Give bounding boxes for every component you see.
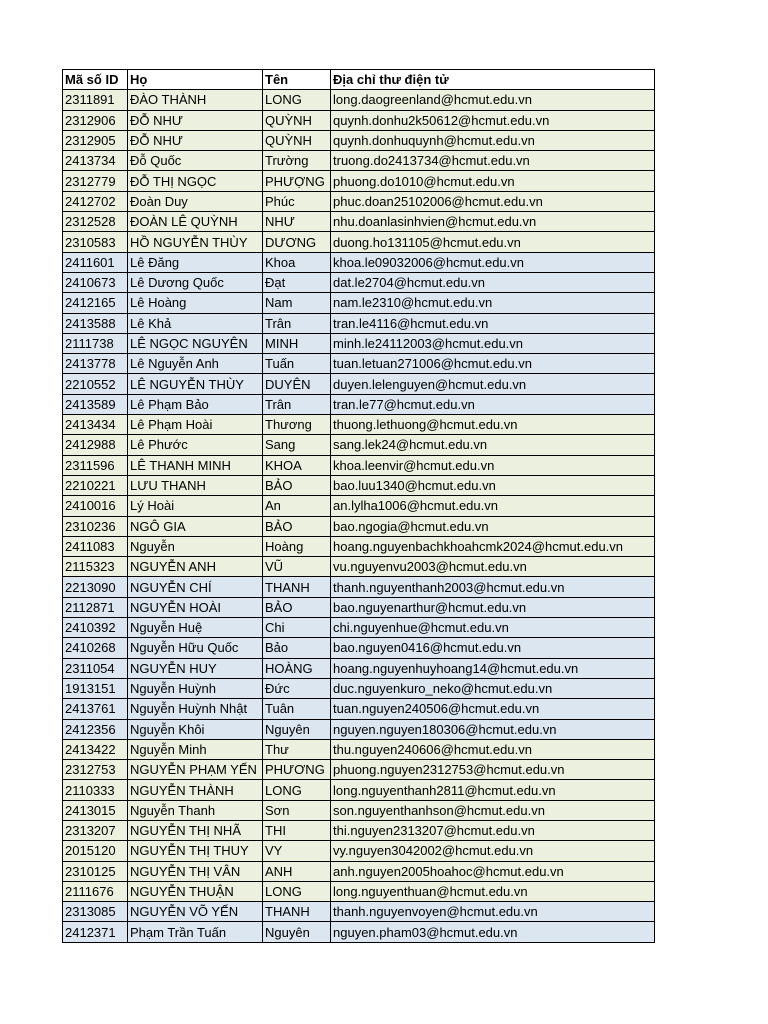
cell-ten[interactable]: Sang — [263, 435, 331, 455]
cell-ho[interactable]: Nguyễn Khôi — [128, 719, 263, 739]
cell-ho[interactable]: Nguyễn — [128, 536, 263, 556]
cell-id[interactable]: 2410016 — [63, 496, 128, 516]
cell-id[interactable]: 2412356 — [63, 719, 128, 739]
cell-ho[interactable]: NGUYỄN HUY — [128, 658, 263, 678]
cell-email[interactable]: tuan.letuan271006@hcmut.edu.vn — [331, 354, 655, 374]
cell-id[interactable]: 2311891 — [63, 90, 128, 110]
cell-id[interactable]: 2413422 — [63, 739, 128, 759]
cell-ho[interactable]: Lê Nguyễn Anh — [128, 354, 263, 374]
cell-ten[interactable]: LONG — [263, 780, 331, 800]
table-row — [63, 658, 655, 678]
cell-id[interactable]: 2310125 — [63, 861, 128, 881]
cell-email[interactable]: an.lylha1006@hcmut.edu.vn — [331, 496, 655, 516]
cell-ten[interactable]: BẢO — [263, 597, 331, 617]
cell-email[interactable]: phuong.do1010@hcmut.edu.vn — [331, 171, 655, 191]
cell-ten[interactable]: THANH — [263, 902, 331, 922]
cell-ten[interactable]: PHƯỢNG — [263, 171, 331, 191]
cell-id[interactable]: 2410392 — [63, 618, 128, 638]
cell-email[interactable]: phuc.doan25102006@hcmut.edu.vn — [331, 191, 655, 211]
cell-ho[interactable]: HỒ NGUYỄN THÙY — [128, 232, 263, 252]
cell-id[interactable]: 1913151 — [63, 678, 128, 698]
cell-ho[interactable]: NGUYỄN THUẬN — [128, 881, 263, 901]
header-email: Địa chỉ thư điện tử — [331, 70, 655, 90]
cell-id[interactable]: 2413588 — [63, 313, 128, 333]
cell-ten[interactable]: Chi — [263, 618, 331, 638]
cell-id[interactable]: 2412371 — [63, 922, 128, 942]
cell-ho[interactable]: Lê Dương Quốc — [128, 272, 263, 292]
header-row — [63, 70, 655, 90]
table-row — [63, 577, 655, 597]
table-row — [63, 313, 655, 333]
cell-id[interactable]: 2412702 — [63, 191, 128, 211]
cell-id[interactable]: 2312906 — [63, 110, 128, 130]
table-row — [63, 739, 655, 759]
table-row — [63, 678, 655, 698]
cell-email[interactable]: phuong.nguyen2312753@hcmut.edu.vn — [331, 760, 655, 780]
cell-email[interactable]: anh.nguyen2005hoahoc@hcmut.edu.vn — [331, 861, 655, 881]
table-row — [63, 861, 655, 881]
cell-id[interactable]: 2413434 — [63, 415, 128, 435]
cell-ten[interactable]: ANH — [263, 861, 331, 881]
table-row — [63, 597, 655, 617]
cell-ten[interactable]: An — [263, 496, 331, 516]
cell-id[interactable]: 2312528 — [63, 212, 128, 232]
cell-ten[interactable]: VY — [263, 841, 331, 861]
cell-ho[interactable]: ĐÀO THÀNH — [128, 90, 263, 110]
table-row — [63, 171, 655, 191]
cell-id[interactable]: 2412988 — [63, 435, 128, 455]
cell-ho[interactable]: Nguyễn Thanh — [128, 800, 263, 820]
cell-id[interactable]: 2110333 — [63, 780, 128, 800]
cell-id[interactable]: 2413734 — [63, 151, 128, 171]
cell-id[interactable]: 2313207 — [63, 820, 128, 840]
cell-ten[interactable]: PHƯƠNG — [263, 760, 331, 780]
cell-email[interactable]: hoang.nguyenhuyhoang14@hcmut.edu.vn — [331, 658, 655, 678]
cell-ten[interactable]: QUỲNH — [263, 130, 331, 150]
cell-id[interactable]: 2413761 — [63, 699, 128, 719]
cell-ho[interactable]: NGUYỄN VÕ YẾN — [128, 902, 263, 922]
cell-id[interactable]: 2310583 — [63, 232, 128, 252]
cell-ho[interactable]: NGUYỄN HOÀI — [128, 597, 263, 617]
cell-email[interactable]: tuan.nguyen240506@hcmut.edu.vn — [331, 699, 655, 719]
cell-email[interactable]: quynh.donhuquynh@hcmut.edu.vn — [331, 130, 655, 150]
cell-ten[interactable]: Hoàng — [263, 536, 331, 556]
table-row — [63, 415, 655, 435]
cell-ten[interactable]: Đức — [263, 678, 331, 698]
table-row — [63, 820, 655, 840]
cell-ten[interactable]: Nam — [263, 293, 331, 313]
table-row — [63, 333, 655, 353]
cell-ten[interactable]: THI — [263, 820, 331, 840]
cell-email[interactable]: long.nguyenthanh2811@hcmut.edu.vn — [331, 780, 655, 800]
cell-ho[interactable]: ĐỖ THỊ NGỌC — [128, 171, 263, 191]
cell-email[interactable]: thi.nguyen2313207@hcmut.edu.vn — [331, 820, 655, 840]
cell-email[interactable]: tran.le77@hcmut.edu.vn — [331, 394, 655, 414]
cell-ten[interactable]: Thương — [263, 415, 331, 435]
table-body — [63, 90, 655, 942]
cell-id[interactable]: 2411601 — [63, 252, 128, 272]
cell-email[interactable]: sang.lek24@hcmut.edu.vn — [331, 435, 655, 455]
cell-ten[interactable]: Thư — [263, 739, 331, 759]
cell-ten[interactable]: Trân — [263, 313, 331, 333]
cell-ten[interactable]: Trường — [263, 151, 331, 171]
table-row — [63, 719, 655, 739]
cell-ho[interactable]: NGUYỄN ANH — [128, 557, 263, 577]
table-row — [63, 435, 655, 455]
cell-ho[interactable]: Nguyễn Huệ — [128, 618, 263, 638]
cell-ten[interactable]: LONG — [263, 90, 331, 110]
table-row — [63, 841, 655, 861]
cell-id[interactable]: 2112871 — [63, 597, 128, 617]
cell-ho[interactable]: LÊ NGỌC NGUYÊN — [128, 333, 263, 353]
cell-email[interactable]: nhu.doanlasinhvien@hcmut.edu.vn — [331, 212, 655, 232]
cell-ten[interactable]: Sơn — [263, 800, 331, 820]
header-ten: Tên — [263, 70, 331, 90]
table-row — [63, 90, 655, 110]
table-row — [63, 272, 655, 292]
cell-ho[interactable]: LÊ NGUYỄN THÙY — [128, 374, 263, 394]
cell-ten[interactable]: KHOA — [263, 455, 331, 475]
cell-ten[interactable]: DƯƠNG — [263, 232, 331, 252]
cell-ho[interactable]: NGUYỄN THỊ NHÃ — [128, 820, 263, 840]
table-row — [63, 212, 655, 232]
cell-id[interactable]: 2312753 — [63, 760, 128, 780]
cell-email[interactable]: vy.nguyen3042002@hcmut.edu.vn — [331, 841, 655, 861]
cell-id[interactable]: 2210552 — [63, 374, 128, 394]
student-email-table — [62, 69, 655, 943]
table-row — [63, 800, 655, 820]
cell-ten[interactable]: HOÀNG — [263, 658, 331, 678]
cell-email[interactable]: bao.nguyenarthur@hcmut.edu.vn — [331, 597, 655, 617]
table-row — [63, 902, 655, 922]
cell-id[interactable]: 2413015 — [63, 800, 128, 820]
table-row — [63, 394, 655, 414]
cell-ho[interactable]: ĐỖ NHƯ — [128, 130, 263, 150]
cell-email[interactable]: duong.ho131105@hcmut.edu.vn — [331, 232, 655, 252]
table-row — [63, 618, 655, 638]
cell-ho[interactable]: Lê Khả — [128, 313, 263, 333]
cell-ho[interactable]: Lý Hoài — [128, 496, 263, 516]
cell-email[interactable]: tran.le4116@hcmut.edu.vn — [331, 313, 655, 333]
cell-ten[interactable]: Phúc — [263, 191, 331, 211]
cell-ho[interactable]: Nguyễn Minh — [128, 739, 263, 759]
cell-email[interactable]: thu.nguyen240606@hcmut.edu.vn — [331, 739, 655, 759]
cell-id[interactable]: 2410673 — [63, 272, 128, 292]
cell-email[interactable]: duc.nguyenkuro_neko@hcmut.edu.vn — [331, 678, 655, 698]
cell-id[interactable]: 2213090 — [63, 577, 128, 597]
cell-id[interactable]: 2413589 — [63, 394, 128, 414]
cell-ho[interactable]: Đỗ Quốc — [128, 151, 263, 171]
cell-ten[interactable]: Bảo — [263, 638, 331, 658]
cell-email[interactable]: chi.nguyenhue@hcmut.edu.vn — [331, 618, 655, 638]
cell-email[interactable]: thanh.nguyenvoyen@hcmut.edu.vn — [331, 902, 655, 922]
table-row — [63, 293, 655, 313]
cell-ho[interactable]: NGUYỄN THỊ VÂN — [128, 861, 263, 881]
cell-email[interactable]: nguyen.nguyen180306@hcmut.edu.vn — [331, 719, 655, 739]
cell-email[interactable]: long.daogreenland@hcmut.edu.vn — [331, 90, 655, 110]
cell-email[interactable]: khoa.leenvir@hcmut.edu.vn — [331, 455, 655, 475]
cell-ten[interactable]: Nguyên — [263, 719, 331, 739]
cell-email[interactable]: hoang.nguyenbachkhoahcmk2024@hcmut.edu.vn — [331, 536, 655, 556]
cell-ho[interactable]: Lê Đăng — [128, 252, 263, 272]
cell-id[interactable]: 2411083 — [63, 536, 128, 556]
table-row — [63, 151, 655, 171]
cell-ten[interactable]: Khoa — [263, 252, 331, 272]
cell-email[interactable]: vu.nguyenvu2003@hcmut.edu.vn — [331, 557, 655, 577]
cell-id[interactable]: 2015120 — [63, 841, 128, 861]
cell-email[interactable]: duyen.lelenguyen@hcmut.edu.vn — [331, 374, 655, 394]
table-row — [63, 638, 655, 658]
cell-ten[interactable]: Đạt — [263, 272, 331, 292]
cell-email[interactable]: minh.le24112003@hcmut.edu.vn — [331, 333, 655, 353]
table-row — [63, 536, 655, 556]
cell-ho[interactable]: ĐỖ NHƯ — [128, 110, 263, 130]
table-row — [63, 516, 655, 536]
cell-ten[interactable]: QUỲNH — [263, 110, 331, 130]
cell-ten[interactable]: Nguyên — [263, 922, 331, 942]
table-row — [63, 557, 655, 577]
table-row — [63, 699, 655, 719]
cell-ten[interactable]: BẢO — [263, 475, 331, 495]
table-row — [63, 110, 655, 130]
cell-email[interactable]: truong.do2413734@hcmut.edu.vn — [331, 151, 655, 171]
cell-email[interactable]: long.nguyenthuan@hcmut.edu.vn — [331, 881, 655, 901]
cell-ho[interactable]: NGUYỄN THỊ THUY — [128, 841, 263, 861]
table-row — [63, 780, 655, 800]
cell-id[interactable]: 2311054 — [63, 658, 128, 678]
cell-id[interactable]: 2413778 — [63, 354, 128, 374]
cell-email[interactable]: nguyen.pham03@hcmut.edu.vn — [331, 922, 655, 942]
cell-ten[interactable]: Tuân — [263, 699, 331, 719]
cell-ho[interactable]: Lê Hoàng — [128, 293, 263, 313]
table-row — [63, 475, 655, 495]
cell-id[interactable]: 2312905 — [63, 130, 128, 150]
cell-ten[interactable]: NHƯ — [263, 212, 331, 232]
cell-email[interactable]: bao.luu1340@hcmut.edu.vn — [331, 475, 655, 495]
cell-ho[interactable]: Lê Phạm Bảo — [128, 394, 263, 414]
table-row — [63, 130, 655, 150]
cell-ho[interactable]: Phạm Trần Tuấn — [128, 922, 263, 942]
cell-ho[interactable]: Lê Phước — [128, 435, 263, 455]
table-row — [63, 374, 655, 394]
cell-email[interactable]: dat.le2704@hcmut.edu.vn — [331, 272, 655, 292]
cell-id[interactable]: 2410268 — [63, 638, 128, 658]
cell-id[interactable]: 2111738 — [63, 333, 128, 353]
header-id: Mã số ID — [63, 70, 128, 90]
cell-ho[interactable]: Đoàn Duy — [128, 191, 263, 211]
cell-ho[interactable]: Nguyễn Huỳnh Nhật — [128, 699, 263, 719]
cell-id[interactable]: 2111676 — [63, 881, 128, 901]
cell-ten[interactable]: Trân — [263, 394, 331, 414]
cell-ho[interactable]: ĐOÀN LÊ QUỲNH — [128, 212, 263, 232]
cell-email[interactable]: khoa.le09032006@hcmut.edu.vn — [331, 252, 655, 272]
header-ho: Họ — [128, 70, 263, 90]
table-row — [63, 252, 655, 272]
cell-id[interactable]: 2313085 — [63, 902, 128, 922]
cell-ten[interactable]: DUYÊN — [263, 374, 331, 394]
table-row — [63, 455, 655, 475]
table-row — [63, 760, 655, 780]
cell-ten[interactable]: THANH — [263, 577, 331, 597]
cell-id[interactable]: 2312779 — [63, 171, 128, 191]
cell-email[interactable]: quynh.donhu2k50612@hcmut.edu.vn — [331, 110, 655, 130]
cell-ho[interactable]: NGUYỄN CHÍ — [128, 577, 263, 597]
cell-ho[interactable]: Lê Phạm Hoài — [128, 415, 263, 435]
table-row — [63, 354, 655, 374]
cell-ten[interactable]: MINH — [263, 333, 331, 353]
cell-ho[interactable]: LƯU THANH — [128, 475, 263, 495]
table-row — [63, 496, 655, 516]
cell-ten[interactable]: VŨ — [263, 557, 331, 577]
cell-email[interactable]: bao.ngogia@hcmut.edu.vn — [331, 516, 655, 536]
cell-id[interactable]: 2412165 — [63, 293, 128, 313]
cell-ho[interactable]: NGUYỄN THÀNH — [128, 780, 263, 800]
cell-id[interactable]: 2210221 — [63, 475, 128, 495]
cell-email[interactable]: thanh.nguyenthanh2003@hcmut.edu.vn — [331, 577, 655, 597]
cell-id[interactable]: 2310236 — [63, 516, 128, 536]
cell-ho[interactable]: LÊ THANH MINH — [128, 455, 263, 475]
table-row — [63, 922, 655, 942]
table-row — [63, 232, 655, 252]
cell-id[interactable]: 2311596 — [63, 455, 128, 475]
cell-ho[interactable]: NGUYỄN PHẠM YẾN — [128, 760, 263, 780]
cell-email[interactable]: bao.nguyen0416@hcmut.edu.vn — [331, 638, 655, 658]
cell-ho[interactable]: Nguyễn Huỳnh — [128, 678, 263, 698]
cell-email[interactable]: nam.le2310@hcmut.edu.vn — [331, 293, 655, 313]
cell-ten[interactable]: BẢO — [263, 516, 331, 536]
cell-ho[interactable]: NGÔ GIA — [128, 516, 263, 536]
table-row — [63, 191, 655, 211]
cell-email[interactable]: thuong.lethuong@hcmut.edu.vn — [331, 415, 655, 435]
cell-ten[interactable]: Tuấn — [263, 354, 331, 374]
cell-email[interactable]: son.nguyenthanhson@hcmut.edu.vn — [331, 800, 655, 820]
table-row — [63, 881, 655, 901]
cell-ho[interactable]: Nguyễn Hữu Quốc — [128, 638, 263, 658]
cell-id[interactable]: 2115323 — [63, 557, 128, 577]
cell-ten[interactable]: LONG — [263, 881, 331, 901]
